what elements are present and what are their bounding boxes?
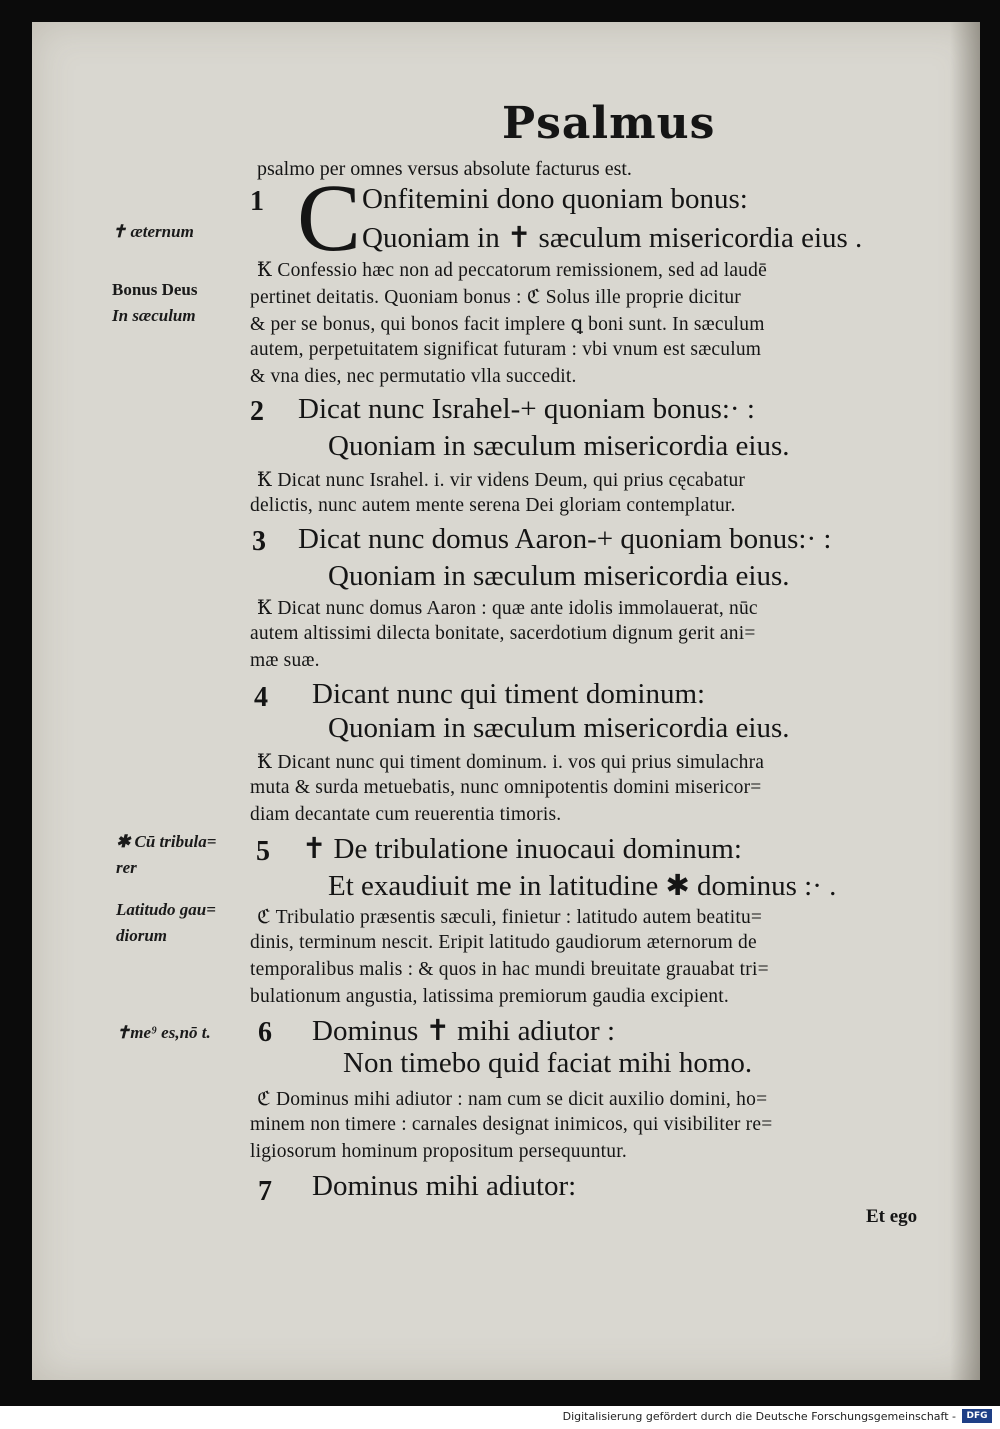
commentary-line: temporalibus malis : & quos in hac mundi breuitate grauabat tri= <box>250 959 769 980</box>
commentary-line: ligiosorum hominum propositum persequuntur. <box>250 1141 627 1162</box>
verse-line: Dicat nunc domus Aaron-+ quoniam bonus:· : <box>298 523 832 555</box>
verse-line: Dicat nunc Israhel-+ quoniam bonus:· : <box>298 393 755 425</box>
commentary-line: pertinet deitatis. Quoniam bonus : ℭ Solus ille proprie dicitur <box>250 287 741 308</box>
commentary-line: muta & surda metuebatis, nunc omnipotentis domini misericor= <box>250 777 762 798</box>
verse-number: 4 <box>254 682 268 713</box>
funding-notice: Digitalisierung gefördert durch die Deutsche Forschungsgemeinschaft - <box>562 1410 956 1423</box>
commentary-line: dinis, terminum nescit. Eripit latitudo gaudiorum æternorum de <box>250 932 757 953</box>
verse-line: Onfitemini dono quoniam bonus: <box>362 183 748 215</box>
verse-line: Dominus mihi adiutor: <box>312 1170 577 1202</box>
page-heading: Psalmus <box>502 98 716 149</box>
margin-note-aeternum: ✝ æternum <box>112 222 194 241</box>
verse-number: 2 <box>250 396 264 427</box>
commentary-line: Ꝁ Dicat nunc Israhel. i. vir videns Deum, qui prius cęcabatur <box>257 470 746 491</box>
commentary-line: bulationum angustia, latissima premiorum gaudia excipient. <box>250 986 729 1007</box>
commentary-line: diam decantate cum reuerentia timoris. <box>250 804 562 825</box>
verse-number: 5 <box>256 836 270 867</box>
commentary-line: ℭ Dominus mihi adiutor : nam cum se dicit auxilio domini, ho= <box>257 1089 768 1110</box>
commentary-line: Ꝁ Confessio hæc non ad peccatorum remissionem, sed ad laudē <box>257 260 767 281</box>
commentary-line: & vna dies, nec permutatio vlla succedit. <box>250 366 577 387</box>
dfg-logo-icon[interactable]: DFG <box>962 1409 992 1423</box>
verse-line: Dominus ✝ mihi adiutor : <box>312 1015 616 1047</box>
commentary-line: autem altissimi dilecta bonitate, sacerdotium dignum gerit ani= <box>250 623 756 644</box>
commentary-line: ℭ Tribulatio præsentis sæculi, finietur : latitudo autem beatitu= <box>257 907 763 928</box>
commentary-line: delictis, nunc autem mente serena Dei gloriam contemplatur. <box>250 495 736 516</box>
verse-number: 3 <box>252 526 266 557</box>
margin-note-cum-tribularer-cont: rer <box>116 858 137 877</box>
verse-number: 1 <box>250 186 264 217</box>
margin-note-in-saeculum: In sæculum <box>112 306 196 325</box>
verse-number: 7 <box>258 1176 272 1207</box>
verse-line: Non timebo quid faciat mihi homo. <box>343 1047 753 1079</box>
commentary-line: minem non timere : carnales designat inimicos, qui visibiliter re= <box>250 1114 773 1135</box>
verse-line: Quoniam in sæculum misericordia eius. <box>328 430 790 462</box>
verse-line: Quoniam in ✝ sæculum misericordia eius . <box>362 222 863 254</box>
commentary-line: Ꝁ Dicant nunc qui timent dominum. i. vos qui prius simulachra <box>257 752 765 773</box>
verse-line: Et exaudiuit me in latitudine ✱ dominus :· . <box>328 870 837 902</box>
margin-note-bonus-deus: Bonus Deus <box>112 280 198 299</box>
catchword: Et ego <box>866 1206 918 1227</box>
commentary-line: mæ suæ. <box>250 650 320 671</box>
margin-note-latitudo-cont: diorum <box>116 926 168 945</box>
margin-note-latitudo: Latitudo gau= <box>116 900 216 919</box>
verse-line: Quoniam in sæculum misericordia eius. <box>328 560 790 592</box>
margin-note-cum-tribularer: ✱ Cū tribula= <box>116 832 217 851</box>
drop-capital: C <box>297 164 362 271</box>
commentary-line: Ꝁ Dicat nunc domus Aaron : quæ ante idolis immolauerat, nūc <box>257 598 758 619</box>
verse-line: Dicant nunc qui timent dominum: <box>312 678 706 710</box>
commentary-line: & per se bonus, qui bonos facit implere ꝗ boni sunt. In sæculum <box>250 314 765 335</box>
margin-note-meus-es: ✝me⁹ es,nō t. <box>116 1023 211 1042</box>
commentary-line: autem, perpetuitatem significat futuram : vbi vnum est sæculum <box>250 339 762 360</box>
intro-line: psalmo per omnes versus absolute facturus est. <box>257 158 632 180</box>
verse-line: ✝ De tribulatione inuocaui dominum: <box>302 833 742 865</box>
verse-line: Quoniam in sæculum misericordia eius. <box>328 712 790 744</box>
verse-number: 6 <box>258 1017 272 1048</box>
